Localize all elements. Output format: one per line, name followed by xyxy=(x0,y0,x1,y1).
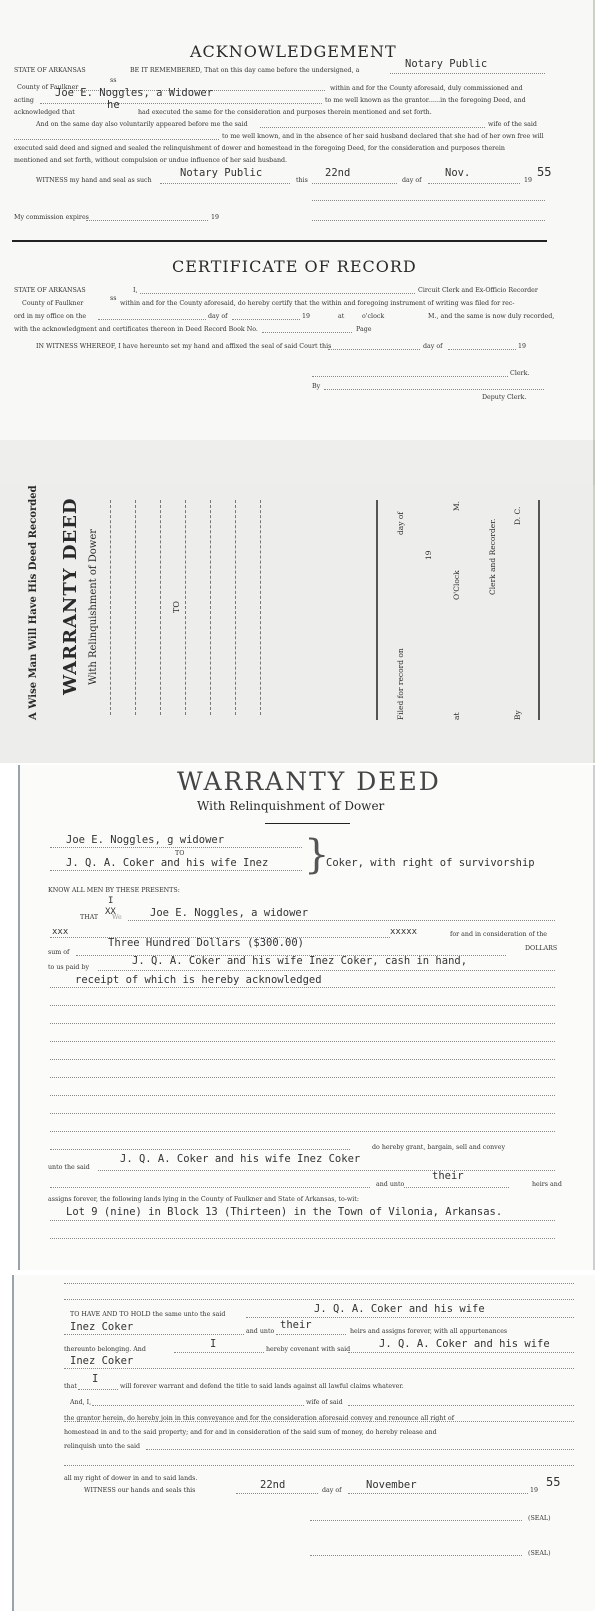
hold-i2-typed: I xyxy=(92,1373,99,1385)
cert-state: STATE OF ARKANSAS xyxy=(14,287,86,294)
ack-he-typed: he xyxy=(107,99,120,111)
cert-witness: IN WITNESS WHEREOF, I have hereunto set my hand and affixed the seal of said Court this xyxy=(36,343,332,350)
cert-i: I, xyxy=(133,287,138,294)
cover-day-of: day of xyxy=(396,511,405,535)
cert-clerk-label: Clerk. xyxy=(510,370,530,377)
cover-clerk: Clerk and Recorder. xyxy=(488,518,497,595)
deed-that-typed: Joe E. Noggles, a widower xyxy=(150,907,309,919)
cert-line2d: at xyxy=(338,313,345,320)
cert-line2f: M., and the same is now duly recorded, xyxy=(428,313,555,320)
ack-witness: WITNESS my hand and seal as such xyxy=(36,177,152,184)
hold-homestead: homestead in and to the said property; and for and in consideration of the said sum of money, do hereby release and xyxy=(64,1429,437,1436)
deed-unto: unto the said xyxy=(48,1164,90,1171)
deed-dollars: DOLLARS xyxy=(525,945,558,952)
cert-line1: within and for the County aforesaid, do hereby certify that the within and foregoing instrument of writing was filed for rec- xyxy=(120,300,515,307)
cert-line2c: 19 xyxy=(302,313,311,320)
acknowledgement-sheet xyxy=(0,0,595,485)
ack-commission: My commission expires xyxy=(14,214,89,221)
hold-inez2-typed: Inez Coker xyxy=(70,1355,134,1367)
ack-day-typed: 22nd xyxy=(325,167,351,179)
hold-relinquish: relinquish unto the said xyxy=(64,1443,140,1450)
ack-county: County of Faulkner xyxy=(17,84,79,91)
cert-line2a: ord in my office on the xyxy=(14,313,87,320)
deed-cover xyxy=(0,485,595,763)
hold-year-prefix: 19 xyxy=(530,1487,539,1494)
ack-within-county: within and for the County aforesaid, duly commissioned and xyxy=(330,85,523,92)
deed-heirs: heirs and xyxy=(532,1181,562,1188)
deed-paid-typed: J. Q. A. Coker and his wife Inez Coker, cash in hand, xyxy=(132,955,468,967)
cover-title: WARRANTY DEED xyxy=(60,497,81,695)
cert-county: County of Faulkner xyxy=(22,300,84,307)
deed-for-and: for and in consideration of the xyxy=(450,931,548,938)
hold-have-typed: J. Q. A. Coker and his wife xyxy=(314,1303,485,1315)
hold-covenant: hereby covenant with said xyxy=(266,1346,351,1353)
hold-that: that xyxy=(64,1383,77,1390)
hold-and-i: And, I, xyxy=(70,1399,92,1406)
deed-know: KNOW ALL MEN BY THESE PRESENTS: xyxy=(48,887,180,894)
cover-m: M. xyxy=(452,500,461,511)
cert-ss: ss xyxy=(110,295,117,302)
deed-xx: XX xyxy=(105,907,116,917)
habendum-page xyxy=(12,1275,595,1611)
ack-well-known: to me well known, and in the absence of her said husband declared that she had of her own free will xyxy=(222,133,544,140)
deed-xxx: xxx xyxy=(52,927,69,937)
deed-that: THAT xyxy=(80,914,99,921)
hold-wife-of: wife of said xyxy=(306,1399,343,1406)
deed-xxxxx: xxxxx xyxy=(390,927,418,937)
ack-state: STATE OF ARKANSAS xyxy=(14,67,86,74)
deed-receipt-typed: receipt of which is hereby acknowledged xyxy=(75,974,322,986)
deed-to: TO xyxy=(175,850,185,857)
cert-deputy: Deputy Clerk. xyxy=(482,394,527,401)
cert-page: Page xyxy=(356,326,372,333)
cover-dc: D. C. xyxy=(513,506,522,525)
ack-notary-typed: Notary Public xyxy=(405,58,488,70)
cover-filed: Filed for record on xyxy=(396,648,405,720)
deed-paid-by: to us paid by xyxy=(48,964,90,971)
deed-title: WARRANTY DEED xyxy=(177,767,441,796)
deed-lot-typed: Lot 9 (nine) in Block 13 (Thirteen) in the Town of Vilonia, Arkansas. xyxy=(66,1206,503,1218)
cover-by: By xyxy=(513,710,522,720)
deed-grantee2-typed: Coker, with right of survivorship xyxy=(326,857,535,869)
hold-year-typed: 55 xyxy=(546,1475,561,1489)
deed-subtitle: With Relinquishment of Dower xyxy=(197,799,385,813)
cert-line3: with the acknowledgment and certificates thereon in Deed Record Book No. xyxy=(14,326,258,333)
cover-nineteen: 19 xyxy=(424,550,433,560)
ack-wife-of: wife of the said xyxy=(488,121,537,128)
ack-grantor-typed: Joe E. Noggles, a Widower xyxy=(55,87,214,99)
cert-line2e: o'clock xyxy=(362,313,385,320)
deed-sum-of: sum of xyxy=(48,949,70,956)
ack-year-typed: 55 xyxy=(537,165,552,179)
ack-notary2-typed: Notary Public xyxy=(180,167,263,179)
ack-acting: acting xyxy=(14,97,34,104)
hold-their-typed: their xyxy=(280,1319,312,1331)
ack-same-day: And on the same day also voluntarily appeared before me the said xyxy=(36,121,248,128)
hold-i-typed: I xyxy=(210,1338,217,1350)
ack-title: ACKNOWLEDGEMENT xyxy=(190,42,397,61)
hold-will: will forever warrant and defend the title to said lands against all lawful claims whatever. xyxy=(120,1383,404,1390)
hold-grantor-line: the grantor herein, do hereby join in this conveyance and for the consideration aforesaid convey and renounce all right of xyxy=(64,1415,455,1422)
deed-assigns: assigns forever, the following lands lying in the County of Faulkner and State of Arkansas, to-wit: xyxy=(48,1196,359,1203)
deed-unto-typed: J. Q. A. Coker and his wife Inez Coker xyxy=(120,1153,361,1165)
hold-cov-typed: J. Q. A. Coker and his wife xyxy=(379,1338,550,1350)
deed-sum-typed: Three Hundred Dollars ($300.00) xyxy=(108,937,304,949)
cert-title: CERTIFICATE OF RECORD xyxy=(172,257,417,276)
cover-oclock: O'Clock xyxy=(452,570,461,600)
ack-known-as: to me well known as the grantor......in the foregoing Deed, and xyxy=(325,97,526,104)
deed-grant: do hereby grant, bargain, sell and convey xyxy=(372,1144,506,1151)
hold-witness: WITNESS our hands and seals this xyxy=(84,1487,196,1494)
warranty-deed-page xyxy=(18,765,595,1270)
ack-day-of: day of xyxy=(402,177,422,184)
hold-seal1: (SEAL) xyxy=(528,1515,551,1522)
cert-clerk: Circuit Clerk and Ex-Officio Recorder xyxy=(418,287,538,294)
hold-dower: all my right of dower in and to said lands. xyxy=(64,1475,198,1482)
deed-their-typed: their xyxy=(432,1170,464,1182)
cover-at: at xyxy=(452,712,461,720)
deed-i-typed: I xyxy=(108,896,114,906)
cert-day-of: day of xyxy=(423,343,443,350)
cert-nineteen: 19 xyxy=(518,343,527,350)
hold-month-typed: November xyxy=(366,1479,417,1491)
hold-seal2: (SEAL) xyxy=(528,1550,551,1557)
ack-be-it: BE IT REMEMBERED, That on this day came before the undersigned, a xyxy=(130,67,360,74)
hold-day-typed: 22nd xyxy=(260,1479,286,1491)
cover-subtitle: With Relinquishment of Dower xyxy=(88,528,99,685)
ack-line3: executed said deed and signed and sealed the relinquishment of dower and homestead in the foregoing Deed, for the consideration and purposes therein xyxy=(14,145,505,152)
deed-we: We xyxy=(112,914,122,921)
brace-icon: } xyxy=(304,832,330,878)
ack-this: this xyxy=(296,177,308,184)
deed-grantee-typed: J. Q. A. Coker and his wife Inez xyxy=(66,857,269,869)
hold-heirs: heirs and assigns forever, with all appurtenances xyxy=(350,1328,508,1335)
cover-wise: A Wise Man Will Have His Deed Recorded xyxy=(28,485,39,720)
hold-and-unto: and unto xyxy=(246,1328,275,1335)
ack-month-typed: Nov. xyxy=(445,167,471,179)
ack-year-prefix: 19 xyxy=(524,177,533,184)
cert-by: By xyxy=(312,383,321,390)
hold-thereunto: thereunto belonging. And xyxy=(64,1346,146,1353)
ack-acknowledged: acknowledged that xyxy=(14,109,75,116)
deed-grantor-typed: Joe E. Noggles, g widower xyxy=(66,834,225,846)
ack-commission-19: 19 xyxy=(211,214,220,221)
hold-inez-typed: Inez Coker xyxy=(70,1321,134,1333)
ack-executed: had executed the same for the consideration and purposes therein mentioned and set forth. xyxy=(138,109,432,116)
cert-line2b: day of xyxy=(208,313,228,320)
ack-line4: mentioned and set forth, without compulsion or undue influence of her said husband. xyxy=(14,157,288,164)
hold-day-of: day of xyxy=(322,1487,342,1494)
deed-and-unto: and unto xyxy=(376,1181,405,1188)
hold-to-have: TO HAVE AND TO HOLD the same unto the said xyxy=(70,1311,226,1318)
cover-to: TO xyxy=(172,601,181,613)
ack-ss: ss xyxy=(110,77,117,84)
